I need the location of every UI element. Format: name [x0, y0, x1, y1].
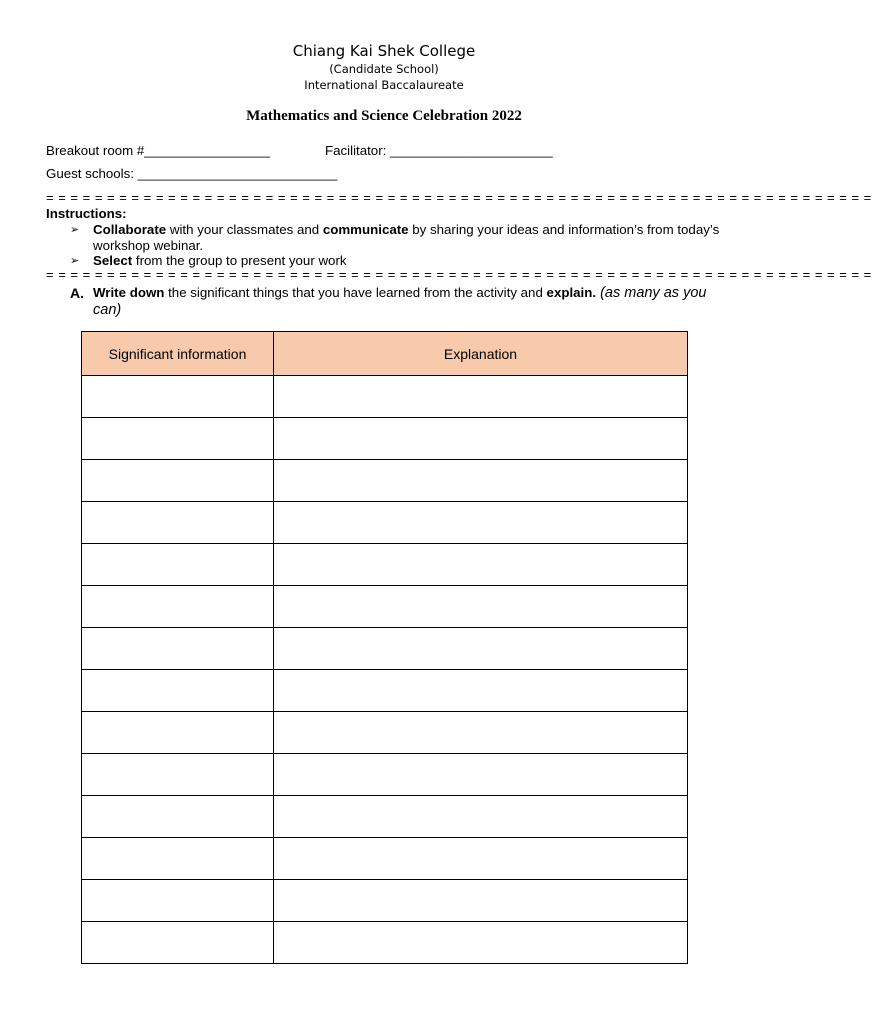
explanation-cell[interactable]	[274, 796, 688, 838]
question-label: A.	[70, 285, 84, 301]
explanation-cell[interactable]	[274, 838, 688, 880]
significant-information-cell[interactable]	[82, 502, 274, 544]
explanation-cell[interactable]	[274, 754, 688, 796]
significant-information-cell[interactable]	[82, 754, 274, 796]
significant-information-cell[interactable]	[82, 418, 274, 460]
table-row	[82, 754, 688, 796]
table-row	[82, 922, 688, 964]
table-row	[82, 460, 688, 502]
significant-information-cell[interactable]	[82, 460, 274, 502]
answer-table-body	[82, 376, 688, 964]
significant-information-cell[interactable]	[82, 796, 274, 838]
bullet-arrow-icon: ➢	[70, 254, 80, 267]
significant-information-cell[interactable]	[82, 712, 274, 754]
explanation-cell[interactable]	[274, 544, 688, 586]
event-title: Mathematics and Science Celebration 2022	[246, 108, 522, 124]
significant-information-cell[interactable]	[82, 628, 274, 670]
table-row	[82, 880, 688, 922]
table-row	[82, 544, 688, 586]
table-row	[82, 502, 688, 544]
facilitator-field[interactable]: Facilitator: ______________________	[325, 143, 553, 158]
explanation-cell[interactable]	[274, 670, 688, 712]
divider-top: = = = = = = = = = = = = = = = = = = = = = = = = = = = = = = = = = = = = = = = = = = = = = = = = = = = = = = = = = = = = = = = = = = = =	[46, 190, 872, 205]
instruction-item-collaborate: Collaborate with your classmates and communicate by sharing your ideas and information’s from today’s workshop webinar.	[93, 222, 720, 253]
table-row	[82, 586, 688, 628]
significant-information-cell[interactable]	[82, 586, 274, 628]
significant-information-cell[interactable]	[82, 838, 274, 880]
explanation-cell[interactable]	[274, 712, 688, 754]
answer-table	[81, 331, 688, 964]
instruction-item-select: Select from the group to present your work	[93, 253, 347, 268]
table-header-row	[82, 332, 688, 376]
college-name: Chiang Kai Shek College	[292, 42, 476, 60]
guest-schools-field[interactable]: Guest schools: ___________________________	[46, 166, 338, 181]
table-row	[82, 712, 688, 754]
significant-information-cell[interactable]	[82, 544, 274, 586]
table-row	[82, 796, 688, 838]
explanation-cell[interactable]	[274, 628, 688, 670]
explanation-cell[interactable]	[274, 586, 688, 628]
question-prompt: Write down the significant things that you have learned from the activity and explain. (as many as you can)	[93, 285, 707, 318]
column-header-explanation: Explanation	[274, 332, 688, 376]
table-row	[82, 418, 688, 460]
instructions-heading: Instructions:	[46, 206, 127, 221]
explanation-cell[interactable]	[274, 418, 688, 460]
program-name: International Baccalaureate	[304, 78, 464, 92]
significant-information-cell[interactable]	[82, 880, 274, 922]
explanation-cell[interactable]	[274, 880, 688, 922]
table-row	[82, 670, 688, 712]
divider-bottom: = = = = = = = = = = = = = = = = = = = = = = = = = = = = = = = = = = = = = = = = = = = = = = = = = = = = = = = = = = = = = = = = = = = =	[46, 267, 872, 282]
significant-information-cell[interactable]	[82, 670, 274, 712]
significant-information-cell[interactable]	[82, 922, 274, 964]
table-row	[82, 628, 688, 670]
explanation-cell[interactable]	[274, 502, 688, 544]
table-row	[82, 838, 688, 880]
explanation-cell[interactable]	[274, 460, 688, 502]
bullet-arrow-icon: ➢	[70, 223, 80, 236]
breakout-room-field[interactable]: Breakout room #_________________	[46, 143, 271, 158]
column-header-significant-information: Significant information	[82, 332, 274, 376]
explanation-cell[interactable]	[274, 376, 688, 418]
table-row	[82, 376, 688, 418]
explanation-cell[interactable]	[274, 922, 688, 964]
candidate-school-label: (Candidate School)	[329, 62, 439, 76]
significant-information-cell[interactable]	[82, 376, 274, 418]
